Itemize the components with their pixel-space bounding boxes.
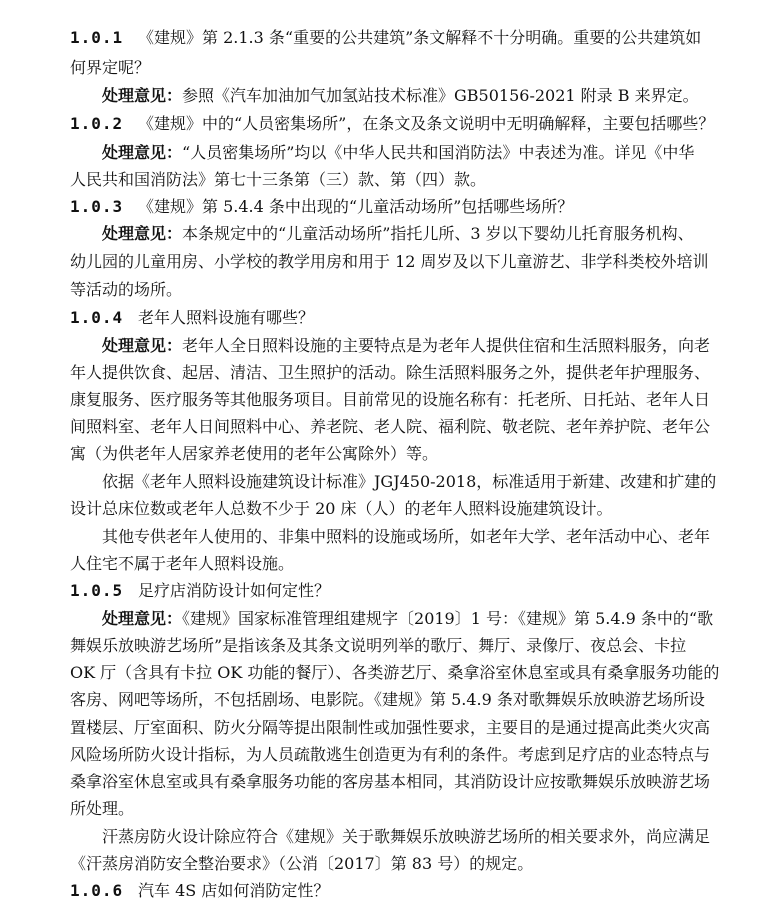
answer-text: 参照《汽车加油加气加氢站技术标准》GB50156-2021 附录 B 来界定。 xyxy=(182,86,699,105)
question-text: 足疗店消防设计如何定性？ xyxy=(138,581,331,600)
answer-text: 老年人全日照料设施的主要特点是为老年人提供住宿和生活照料服务，向老 xyxy=(182,336,711,355)
document-page: 1.0.1 《建规》第 2.1.3 条“重要的公共建筑”条文解释不十分明确。重要的公共建筑如 何界定呢？ 处理意见：参照《汽车加油加气加氢站技术标准》GB50156-2021 附录 B 来界定。 1.0.2 《建规》中的“人员密集场所”，在条文及条文说明中无明确解释，主要包括哪些？ 处理意见：“人员密集场所”均以《中华人民共和国消防法》中表述为准。详见《中华 人民共和国消防法》第七十三条第（三）款、第（四）款。 1.0.3 《建规》第 5.4.4 条中出现的“儿童活动场所”包括哪些场所？ 处理意见：本条规定中的“儿童活动场所”指托儿所、3 岁以下婴幼儿托育服务机构、 幼儿园的儿童用房、小学校的教学用房和用于 12 周岁及以下儿童游艺、非学科类校外培训 等活动的场所。 1.0.4 老年人照料设施有哪些？ 处理意见：老年人全日照料设施的主要特点是为老年人提供住宿和生活照料服务，向老 年人提供饮食、起居、清洁、卫生照护的活动。除生活照料服务之外，提供老年护理服务、 康复服务、医疗服务等其他服务项目。目前常见的设施名称有：托老所、日托站、老年人日 间照料室、老年人日间照料中心、养老院、老人院、福利院、敬老院、老年养护院、老年公 寓（为供老年人居家养老使用的老年公寓除外）等。 依据《老年人照料设施建筑设计标准》JGJ450-2018，标准适用于新建、改建和扩建的 设计总床位数或老年人总数不少于 20 床（人）的老年人照料设施建筑设计。 其他专供老年人使用的、非集中照料的设施或场所，如老年大学、老年活动中心、老年 人住宅不属于老年人照料设施。 1.0.5 足疗店消防设计如何定性？ 处理意见：《建规》国家标准管理组建规字〔2019〕1 号：《建规》第 5.4.9 条中的“歌 舞娱乐放映游艺场所”是指该条及其条文说明列举的歌厅、舞厅、录像厅、夜总会、卡拉 OK 厅（含具有卡拉 OK 功能的餐厅）、各类游艺厅、桑拿浴室休息室或具有桑拿服务功能的 客房、网吧等场所，不包括剧场、电影院。《建规》第 5.4.9 条对歌舞娱乐放映游艺场所设 置楼层、厅室面积、防火分隔等提出限制性或加强性要求，主要目的是通过提高此类火灾高 风险场所防火设计指标，为人员疏散逃生创造更为有利的条件。考虑到足疗店的业态特点与 桑拿浴室休息室或具有桑拿服务功能的客房基本相同，其消防设计应按歌舞娱乐放映游艺场 所处理。 汗蒸房防火设计除应符合《建规》关于歌舞娱乐放映游艺场所的相关要求外，尚应满足 《汗蒸房消防安全整治要求》（公消〔2017〕第 83 号）的规定。 1.0.6 汽车 4S 店如何消防定性？ xyxy=(0,0,784,908)
item-number: 1.0.5 xyxy=(70,581,124,600)
question-text: 《建规》第 5.4.4 条中出现的“儿童活动场所”包括哪些场所？ xyxy=(138,197,574,216)
answer-label: 处理意见： xyxy=(102,224,183,243)
answer-label: 处理意见： xyxy=(102,143,183,162)
item-number: 1.0.2 xyxy=(70,114,124,133)
answer-text: “人员密集场所”均以《中华人民共和国消防法》中表述为准。详见《中华 xyxy=(182,143,695,162)
question-text: 老年人照料设施有哪些？ xyxy=(138,308,315,327)
question-text: 《建规》中的“人员密集场所”，在条文及条文说明中无明确解释，主要包括哪些？ xyxy=(138,114,715,133)
answer-text: 本条规定中的“儿童活动场所”指托儿所、3 岁以下婴幼儿托育服务机构、 xyxy=(182,224,694,243)
question-text: 《建规》第 2.1.3 条“重要的公共建筑”条文解释不十分明确。重要的公共建筑如 xyxy=(138,28,702,47)
answer-label: 处理意见： xyxy=(102,86,183,105)
item-number: 1.0.4 xyxy=(70,308,124,327)
answer-label: 处理意见： xyxy=(102,336,183,355)
item-number: 1.0.6 xyxy=(70,881,124,900)
item-number: 1.0.3 xyxy=(70,197,124,216)
answer-text: 《建规》国家标准管理组建规字〔2019〕1 号：《建规》第 5.4.9 条中的“歌 xyxy=(182,609,714,628)
item-number: 1.0.1 xyxy=(70,28,124,47)
question-text: 汽车 4S 店如何消防定性？ xyxy=(138,881,330,900)
answer-label: 处理意见： xyxy=(102,609,183,628)
